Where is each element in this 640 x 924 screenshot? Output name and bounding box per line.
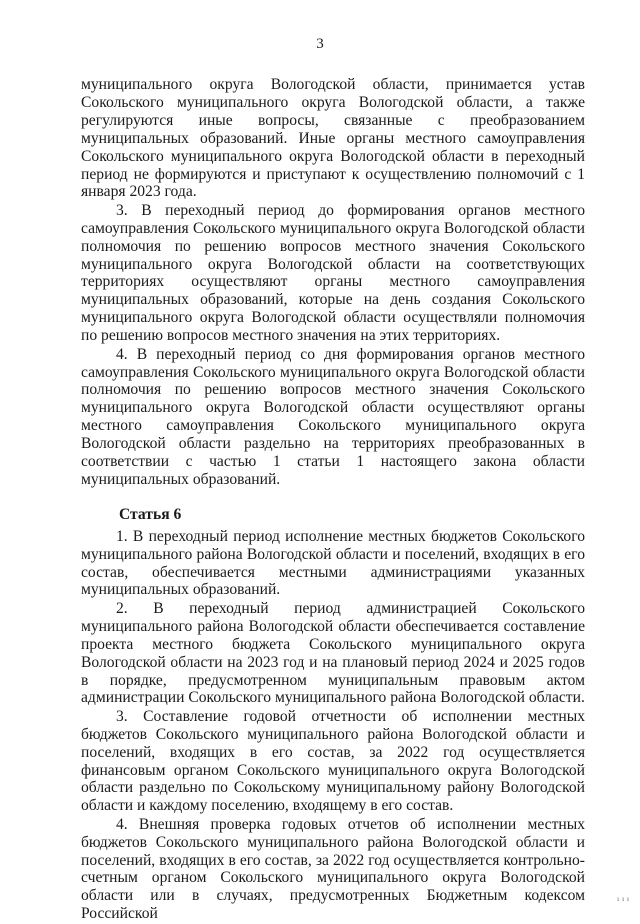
page-number: 3 xyxy=(316,36,324,52)
article6-item-2: 2. В переходный период администрацией Сокольского муниципального района Вологодской области обеспечивается составление проекта местного бюджета Сокольского муниципального округа Вологодской области на 2023 год и на плановый период 2024 и 2025 годов в порядке, предусмотренном муниципальным правовым актом администрации Сокольского муниципального района Вологодской области. xyxy=(81,599,585,707)
article5-item-4: 4. В переходный период со дня формирования органов местного самоуправления Сокольского муниципального округа Вологодской области полномочия по решению вопросов местного значения Сокольского муниципального округа Вологодской области осуществляют органы местного самоуправления Сокольского муниципального округа Вологодской области раздельно на территориях преобразованных в соответствии с частью 1 статьи 1 настоящего закона области муниципальных образований. xyxy=(81,345,585,488)
article6-item-3: 3. Составление годовой отчетности об исполнении местных бюджетов Сокольского муниципального района Вологодской области и поселений, входящих в его состав, за 2022 год осуществляется финансовым органом Сокольского муниципального округа Вологодской области раздельно по Сокольскому муниципальному району Вологодской области и каждому поселению, входящему в его состав. xyxy=(81,707,585,815)
scan-corner-mark: ııı xyxy=(617,895,632,903)
article6-item-4: 4. Внешняя проверка годовых отчетов об исполнении местных бюджетов Сокольского муниципального района Вологодской области и поселений, входящих в его состав, за 2022 год осуществляется контрольно-счетным органом Сокольского муниципального округа Вологодской области или в случаях, предусмотренных Бюджетным кодексом Российской xyxy=(81,815,585,923)
document-body xyxy=(81,76,585,924)
article5-item-3: 3. В переходный период до формирования органов местного самоуправления Сокольского муниципального округа Вологодской области полномочия по решению вопросов местного значения Сокольского муниципального округа Вологодской области на соответствующих территориях осуществляют органы местного самоуправления муниципальных образований, которые на день создания Сокольского муниципального округа Вологодской области осуществляли полномочия по решению вопросов местного значения на этих территориях. xyxy=(81,201,585,345)
article6-item-1: 1. В переходный период исполнение местных бюджетов Сокольского муниципального района Вологодской области и поселений, входящих в его состав, обеспечивается местными администрациями указанных муниципальных образований. xyxy=(81,527,585,599)
intro-paragraph: муниципального округа Вологодской области, принимается устав Сокольского муниципального округа Вологодской области, а также регулируются иные вопросы, связанные с преобразованием муниципальных образований. Иные органы местного самоуправления Сокольского муниципального округа Вологодской области в переходный период не формируются и приступают к осуществлению полномочий с 1 января 2023 года. xyxy=(81,76,585,201)
article6-heading: Статья 6 xyxy=(119,505,182,523)
